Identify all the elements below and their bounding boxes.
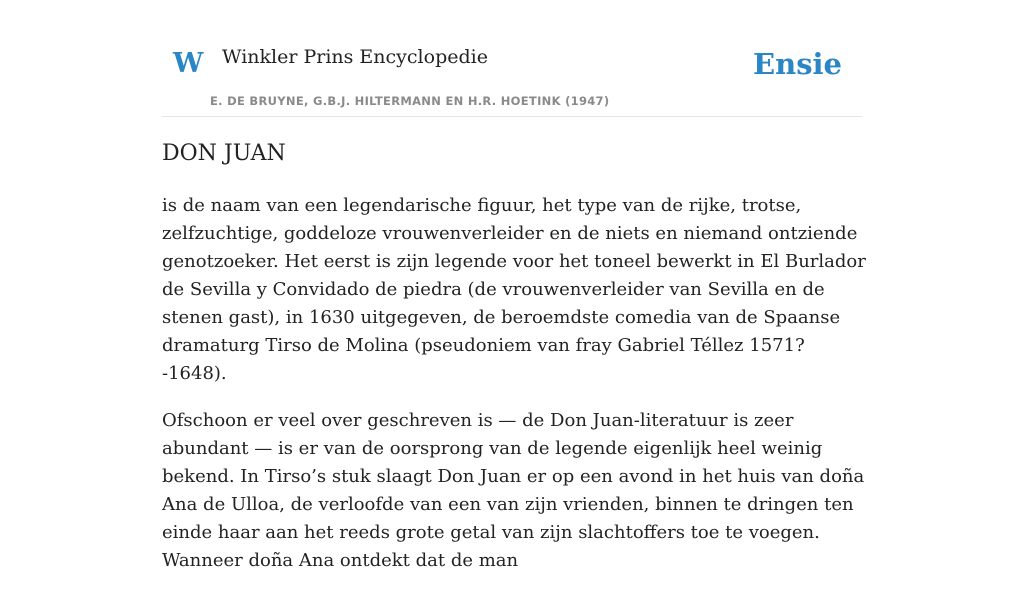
article-headword: DON JUAN: [162, 141, 286, 166]
article-paragraph-2: Ofschoon er veel over geschreven is — de Don Juan-literatuur is zeer abundant — is er van de oorsprong van de legende eigenlijk heel weinig bekend. In Tirso’s stuk slaagt Don Juan er op een avond in het huis van doña Ana de Ulloa, de verloofde van een van zijn vrienden, binnen te dringen ten einde haar aan het reeds grote getal van zijn slachtoffers toe te voegen. Wanneer doña Ana ontdekt dat de man: [162, 410, 865, 571]
article-body: [162, 192, 867, 594]
site-header: [162, 0, 862, 117]
publication-title[interactable]: Winkler Prins Encyclopedie: [222, 46, 488, 68]
publication-authors: E. DE BRUYNE, G.B.J. HILTERMANN EN H.R. HOETINK (1947): [210, 94, 610, 108]
article-paragraph-1: is de naam van een legendarische figuur, het type van de rijke, trotse, zelfzuchtige, goddeloze vrouwenverleider en de niets en niemand ontziende genotzoeker. Het eerst is zijn legende voor het toneel bewerkt in El Burlador de Sevilla y Convidado de piedra (de vrouwenverleider van Sevilla en de stenen gast), in 1630 uitgegeven, de beroemdste comedia van de Spaanse dramaturg Tirso de Molina (pseudoniem van fray Gabriel Téllez 1571?-1648).: [162, 195, 866, 384]
ensie-brand-logo[interactable]: Ensie: [753, 47, 842, 81]
publication-logo[interactable]: W: [173, 48, 204, 79]
